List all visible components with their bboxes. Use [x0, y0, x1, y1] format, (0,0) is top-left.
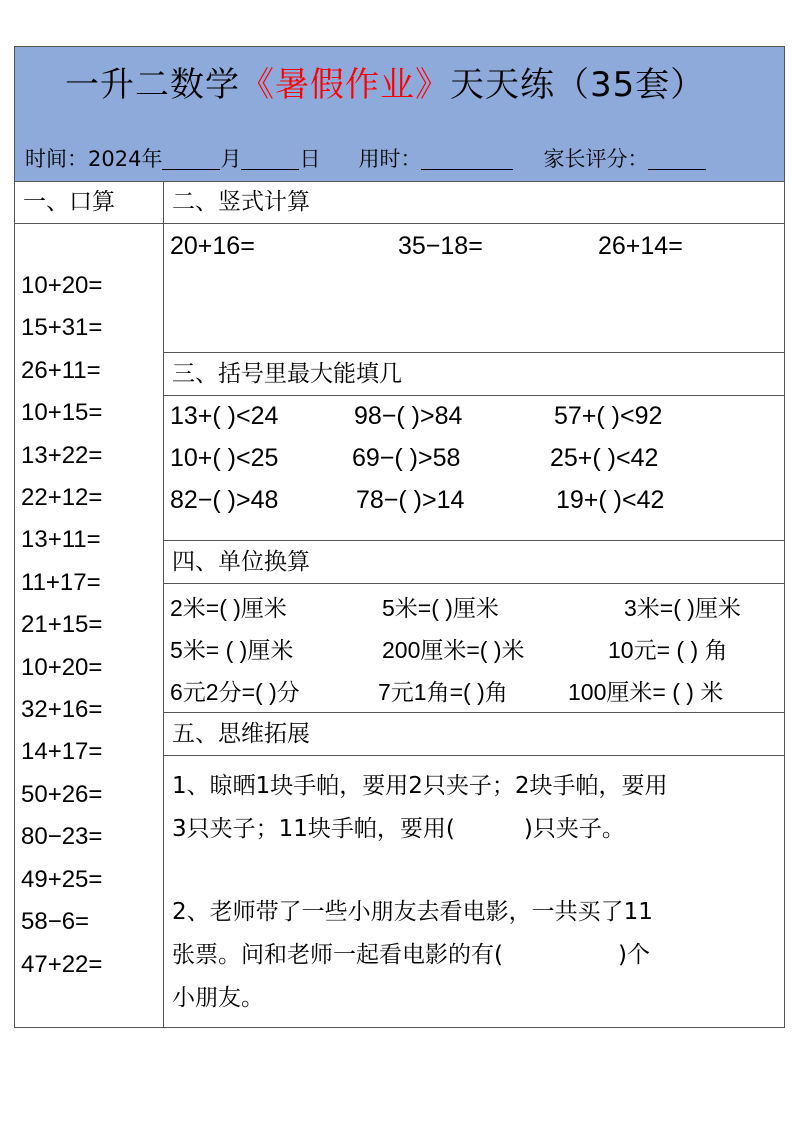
thinking-question-2	[172, 891, 778, 1020]
bracket-item: 19+( )<42	[556, 486, 665, 514]
month-label: 月	[220, 147, 242, 171]
oral-item: 58−6=	[21, 908, 90, 936]
oral-item: 13+22=	[21, 441, 103, 469]
oral-item: 50+26=	[21, 780, 103, 808]
oral-item: 49+25=	[21, 865, 103, 893]
title-part-2: 《暑假作业》	[240, 65, 450, 105]
question-line: 小朋友。	[172, 985, 264, 1011]
section-title-oral: 一、口算	[23, 189, 115, 215]
unit-item: 200厘米=( )米	[382, 637, 525, 663]
oral-item: 21+15=	[21, 611, 103, 639]
oral-item: 26+11=	[21, 356, 101, 384]
unit-item: 7元1角=( )角	[378, 679, 508, 705]
question-line: 张票。问和老师一起看电影的有( )个	[172, 942, 650, 968]
unit-item: 6元2分=( )分	[170, 679, 300, 705]
vertical-item: 35−18=	[398, 232, 483, 260]
score-blank[interactable]	[648, 149, 706, 170]
oral-item: 14+17=	[21, 738, 103, 766]
oral-item: 32+16=	[21, 696, 103, 724]
info-line	[25, 143, 706, 173]
worksheet-header	[15, 47, 784, 182]
oral-item: 10+20=	[21, 653, 103, 681]
oral-item: 47+22=	[21, 950, 103, 978]
day-label: 日	[299, 147, 321, 171]
date-label: 时间：2024年	[25, 147, 163, 171]
oral-item: 10+20=	[21, 272, 103, 299]
vertical-item: 20+16=	[170, 232, 255, 260]
vertical-item: 26+14=	[598, 232, 683, 260]
duration-label: 用时：	[358, 147, 422, 171]
unit-item: 5米= ( )厘米	[170, 637, 294, 663]
bracket-item: 25+( )<42	[550, 444, 659, 472]
unit-item: 5米=( )厘米	[382, 595, 499, 621]
unit-item: 3米=( )厘米	[624, 595, 741, 621]
title-part-3: 天天练（35套）	[450, 65, 706, 105]
unit-item: 2米=( )厘米	[170, 595, 287, 621]
bracket-item: 78−( )>14	[356, 486, 465, 514]
section-title-vertical: 二、竖式计算	[172, 189, 310, 215]
month-blank[interactable]	[162, 149, 220, 170]
bracket-item: 82−( )>48	[170, 486, 279, 514]
units-body	[164, 584, 784, 713]
unit-item: 100厘米= ( ) 米	[568, 679, 724, 705]
vertical-body	[164, 224, 784, 353]
bracket-item: 10+( )<25	[170, 444, 279, 472]
brackets-body	[164, 396, 784, 541]
thinking-question-1	[172, 765, 778, 851]
title-part-1: 一升二数学	[65, 65, 240, 105]
question-line: 3只夹子；11块手帕，要用( )只夹子。	[172, 816, 625, 842]
brackets-header-row	[164, 353, 784, 396]
bracket-item: 57+( )<92	[554, 402, 663, 430]
bracket-item: 98−( )>84	[354, 402, 463, 430]
right-column	[164, 181, 784, 1027]
oral-item: 13+11=	[21, 526, 101, 554]
oral-item: 15+31=	[21, 314, 103, 342]
oral-item: 80−23=	[21, 823, 103, 851]
section-title-brackets: 三、括号里最大能填几	[172, 361, 402, 387]
oral-list	[21, 265, 102, 986]
thinking-header-row	[164, 713, 784, 756]
section-title-units: 四、单位换算	[172, 549, 310, 575]
bracket-item: 13+( )<24	[170, 402, 279, 430]
oral-column	[15, 181, 164, 1027]
oral-item: 22+12=	[21, 484, 103, 512]
day-blank[interactable]	[241, 149, 299, 170]
worksheet	[14, 46, 785, 1028]
duration-blank[interactable]	[421, 149, 513, 170]
score-label: 家长评分：	[543, 147, 649, 171]
bracket-item: 69−( )>58	[352, 444, 461, 472]
vertical-header-row	[164, 181, 784, 224]
oral-item: 11+17=	[21, 568, 101, 596]
question-line: 1、晾晒1块手帕，要用2只夹子；2块手帕，要用	[172, 773, 668, 799]
question-line: 2、老师带了一些小朋友去看电影，一共买了11	[172, 899, 653, 925]
section-title-thinking: 五、思维拓展	[172, 721, 310, 747]
oral-item: 10+15=	[21, 399, 103, 427]
unit-item: 10元= ( ) 角	[608, 637, 728, 663]
oral-header-row	[15, 181, 163, 224]
page-title	[65, 57, 705, 106]
units-header-row	[164, 541, 784, 584]
